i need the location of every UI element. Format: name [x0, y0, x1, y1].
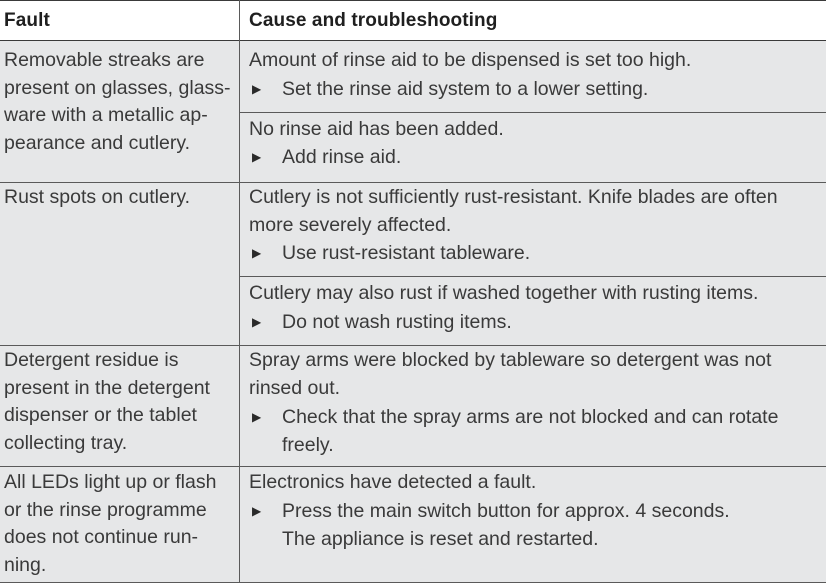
fault-cell: Detergent residue is present in the detergent dispenser or the tablet collecting tray. — [4, 349, 210, 454]
fault-cell: Removable streaks are present on glasses, glass- ware with a metallic ap- pearance and cutlery. — [4, 49, 231, 154]
cause-text: Cutlery is not sufficiently rust-resistant. Knife blades are often more severely affected. — [249, 186, 778, 236]
triangle-right-icon: ▶ — [252, 82, 262, 96]
column-divider — [239, 0, 240, 583]
triangle-right-icon: ▶ — [252, 246, 262, 260]
fault-cell: All LEDs light up or flash or the rinse programme does not continue run- ning. — [4, 471, 217, 576]
triangle-right-icon: ▶ — [252, 150, 262, 164]
cause-separator — [239, 276, 826, 277]
cause-text: Spray arms were blocked by tableware so detergent was not rinsed out. — [249, 349, 772, 399]
cause-text: Electronics have detected a fault. — [249, 471, 537, 493]
cause-column-header: Cause and troubleshooting — [249, 10, 498, 31]
cause-text: Cutlery may also rust if washed together with rusting items. — [249, 282, 759, 304]
cause-text: Amount of rinse aid to be dispensed is set too high. — [249, 49, 692, 71]
cause-text: No rinse aid has been added. — [249, 118, 504, 140]
fault-column-header: Fault — [4, 10, 50, 31]
troubleshooting-table: Fault Cause and troubleshooting Removable streaks are present on glasses, glass- ware with a metallic ap- pearance and cutlery. Amount of rinse aid to be dispensed is set too high. ▶ Set the rinse aid system to a lower setting. No rinse aid has been added. ▶ Add rinse aid. Rust spots on cutlery. Cutlery is not sufficiently rust-resistant. Knife blades are often more severely affected. ▶ Use rust-resistant tableware. Cutlery may also rust if washed together with rusting items. ▶ Do not wash rusting items. Detergent residue is present in the detergent dispenser or the tablet collecting tray. Spray arms were blocked by tableware so detergent was not rinsed out. ▶ Check that the spray arms are not blocked and can rotate freely. All LEDs light up or flash or the rinse programme does not continue run- ning. Electronics have detected a fault. ▶ Press the main switch button for approx. 4 seconds. The appliance is reset and restarted. — [0, 0, 826, 583]
triangle-right-icon: ▶ — [252, 315, 262, 329]
table-header — [0, 0, 826, 41]
triangle-right-icon: ▶ — [252, 410, 262, 424]
cause-separator — [239, 112, 826, 113]
fault-cell: Rust spots on cutlery. — [4, 186, 191, 208]
row-separator — [0, 466, 826, 467]
triangle-right-icon: ▶ — [252, 504, 262, 518]
row-separator — [0, 182, 826, 183]
row-separator — [0, 345, 826, 346]
